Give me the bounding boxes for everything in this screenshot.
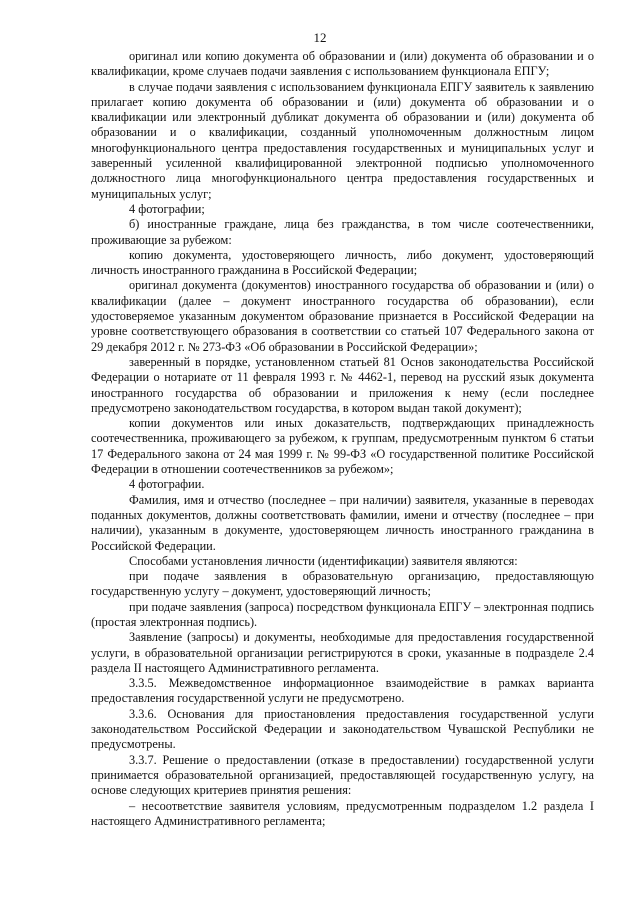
paragraph: б) иностранные граждане, лица без гражданства, в том числе соотечественники, проживающие за рубежом:	[91, 217, 594, 247]
paragraph: в случае подачи заявления с использованием функционала ЕПГУ заявитель к заявлению прилагает копию документа об образовании и (или) документа об образовании и о квалификации или электронный дубликат документа об образовании и (или) документа об образовании и о квалификации, созданный уполномоченным должностным лицом многофункционального центра предоставления государственных и муниципальных услуг и заверенный усиленной квалифицированной электронной подписью уполномоченного должностного лица многофункционального центра предоставления государственных и муниципальных услуг;	[91, 79, 594, 201]
paragraph: оригинал документа (документов) иностранного государства об образовании и (или) о квалификации (далее – документ иностранного государства об образовании), если удостоверяемое указанным документом образование признается в Российской Федерации на уровне соответствующего образования в соответствии со статьей 107 Федерального закона от 29 декабря 2012 г. № 273-ФЗ «Об образовании в Российской Федерации»;	[91, 278, 594, 354]
paragraph: Способами установления личности (идентификации) заявителя являются:	[129, 553, 518, 568]
document-body	[91, 49, 594, 829]
paragraph: копии документов или иных доказательств, подтверждающих принадлежность соотечественника, проживающего за рубежом, к группам, предусмотренным пунктом 6 статьи 17 Федерального закона от 24 мая 1999 г. № 99-ФЗ «О государственной политике Российской Федерации в отношении соотечественников за рубежом»;	[91, 416, 594, 477]
paragraph: 4 фотографии.	[129, 477, 205, 492]
paragraph: 3.3.6. Основания для приостановления предоставления государственной услуги законодательством Российской Федерации и законодательством Чувашской Республики не предусмотрены.	[91, 706, 594, 752]
paragraph: 3.3.5. Межведомственное информационное взаимодействие в рамках варианта предоставления государственной услуги не предусмотрено.	[91, 676, 594, 706]
paragraph: 4 фотографии;	[129, 201, 205, 216]
paragraph: заверенный в порядке, установленном статьей 81 Основ законодательства Российской Федерации о нотариате от 11 февраля 1993 г. № 4462-1, перевод на русский язык документа иностранного государства об образовании и приложения к нему (если последнее предусмотрено законодательством государства, в котором выдан такой документ);	[91, 354, 594, 415]
paragraph: при подаче заявления (запроса) посредством функционала ЕПГУ – электронная подпись (простая электронная подпись).	[91, 599, 594, 629]
paragraph: 3.3.7. Решение о предоставлении (отказе в предоставлении) государственной услуги принимается образовательной организацией, предоставляющей государственную услугу, на основе следующих критериев принятия решения:	[91, 752, 594, 798]
paragraph: Заявление (запросы) и документы, необходимые для предоставления государственной услуги, в образовательной организации регистрируются в сроки, указанные в подразделе 2.4 раздела II настоящего Административного регламента.	[91, 630, 594, 675]
paragraph: оригинал или копию документа об образовании и (или) документа об образовании и о квалификации, кроме случаев подачи заявления с использованием функционала ЕПГУ;	[91, 49, 594, 79]
page-number: 12	[313, 30, 327, 45]
paragraph: при подаче заявления в образовательную организацию, предоставляющую государственную услугу – документ, удостоверяющий личность;	[91, 569, 594, 599]
paragraph: копию документа, удостоверяющего личность, либо документ, удостоверяющий личность иностранного гражданина в Российской Федерации;	[91, 247, 594, 278]
paragraph: Фамилия, имя и отчество (последнее – при наличии) заявителя, указанные в переводах поданных документов, должны соответствовать фамилии, имени и отчеству (последнее – при наличии), указанным в документе, удостоверяющем личность иностранного гражданина в Российской Федерации.	[91, 492, 594, 553]
paragraph: – несоответствие заявителя условиям, предусмотренным подразделом 1.2 раздела I настоящего Административного регламента;	[91, 798, 594, 828]
